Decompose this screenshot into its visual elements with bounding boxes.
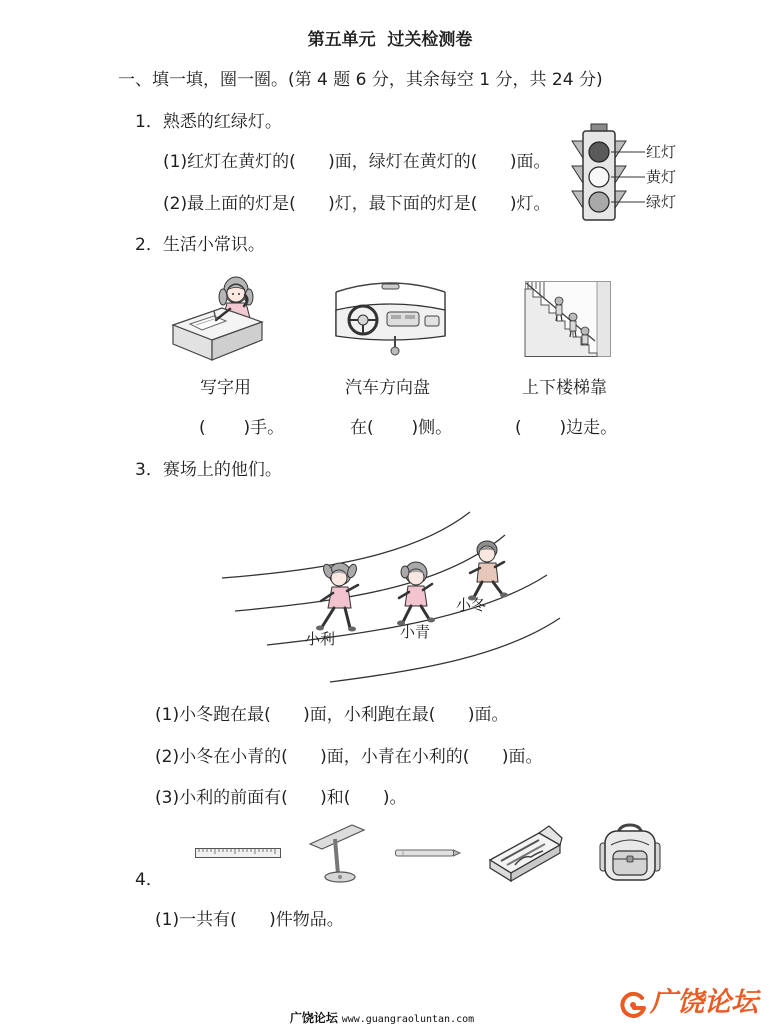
q2-item-2-blank: 在( )侧。 (350, 418, 453, 438)
pencil-case-icon (487, 825, 563, 883)
green-light (589, 192, 609, 212)
track-line-4 (330, 618, 560, 682)
traffic-light-illustration (565, 121, 647, 223)
logo-text: 广饶论坛 (650, 987, 758, 1018)
q2-item-1-label: 写字用 (200, 378, 251, 398)
stairs-illustration (525, 281, 611, 357)
footer-url: www.guangraoluntan.com (341, 1014, 475, 1025)
stairs-person-3 (581, 327, 589, 345)
q2-item-1-blank: ( )手。 (199, 418, 285, 438)
q3-line-3: (3)小利的前面有( )和( )。 (155, 788, 407, 808)
footer-site-name: 广饶论坛 (289, 1011, 338, 1025)
q2-item-3-blank: ( )边走。 (515, 418, 618, 438)
q3-prompt: 3．赛场上的他们。 (135, 460, 282, 480)
q4-prompt: 4． (135, 870, 163, 890)
q2-item-3-label: 上下楼梯靠 (522, 378, 607, 398)
runner-xiaoli-label: 小利 (305, 630, 336, 648)
site-logo (618, 984, 776, 1024)
q3-line-1: (1)小冬跑在最( )面，小利跑在最( )面。 (155, 705, 509, 725)
q3-line-2: (2)小冬在小青的( )面，小青在小利的( )面。 (155, 747, 543, 767)
pencil-icon (395, 848, 461, 858)
yellow-light-label: 黄灯 (646, 168, 677, 186)
girl-writing-illustration (170, 270, 265, 362)
q1-line-2: (2)最上面的灯是( )灯，最下面的灯是( )灯。 (163, 194, 551, 214)
green-light-label: 绿灯 (646, 193, 677, 211)
section-heading: 一、填一填，圈一圈。(第 4 题 6 分，其余每空 1 分，共 24 分) (118, 70, 603, 90)
red-light (589, 142, 609, 162)
red-light-label: 红灯 (646, 143, 677, 161)
q2-prompt: 2．生活小常识。 (135, 235, 265, 255)
runner-xiaoli-figure (316, 563, 358, 632)
q1-prompt: 1．熟悉的红绿灯。 (135, 112, 282, 132)
backpack-icon (597, 823, 663, 883)
logo-g-icon (618, 990, 648, 1020)
runner-xiaoqing-label: 小青 (400, 623, 431, 641)
runner-xiaoqing-figure (397, 562, 435, 626)
desk-lamp-icon (308, 822, 368, 884)
page-title: 第五单元 过关检测卷 (307, 30, 473, 50)
yellow-light (589, 167, 609, 187)
car-steering-wheel-illustration (333, 278, 448, 358)
q1-line-1: (1)红灯在黄灯的( )面，绿灯在黄灯的( )面。 (163, 152, 551, 172)
q2-item-2-label: 汽车方向盘 (345, 378, 430, 398)
q4-line-1: (1)一共有( )件物品。 (155, 910, 344, 930)
runner-xiaodong-label: 小冬 (456, 596, 487, 614)
ruler-icon (195, 846, 281, 860)
runner-xiaodong-figure (468, 541, 508, 601)
race-track-illustration (215, 500, 565, 690)
